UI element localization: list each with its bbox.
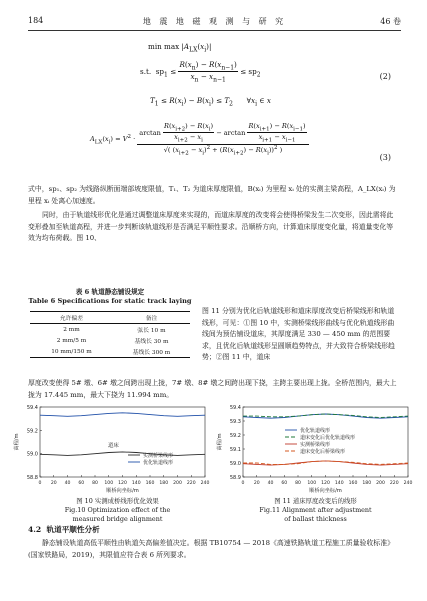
- x-tick-label: 40: [267, 481, 274, 486]
- y-tick-label: 59.2: [26, 428, 38, 435]
- equation-constraint-slope: s.t. $sp_1$ ≤ $\frac{R(x_n) - R(x_{n-1})}{x_n - x_{n-1}}$ ≤ $sp_2$: [140, 60, 261, 84]
- table-cell: 10 mm/150 m: [51, 348, 92, 355]
- x-tick-label: 20: [253, 481, 260, 486]
- x-axis-label: 顺桥向坐标/m: [309, 488, 342, 494]
- y-axis-label: 高程/m: [217, 433, 223, 451]
- figure-11-caption-en-2: of ballast thickness: [284, 515, 347, 523]
- x-tick-label: 180: [159, 481, 169, 486]
- figure-10-caption-cn: 图 10 实测成桥线形优化效果: [76, 497, 159, 505]
- x-tick-label: 200: [376, 481, 385, 486]
- x-tick-label: 240: [200, 481, 210, 486]
- figure-10-chart: [10, 403, 215, 505]
- x-tick-label: 160: [348, 481, 358, 486]
- table-cell: 2 mm/5 m: [56, 337, 87, 344]
- figure-11-chart: [213, 403, 418, 505]
- series-line: [243, 461, 408, 465]
- table-cell: 基线长 30 m: [134, 339, 169, 345]
- legend-label: 实测桥梁线形: [143, 453, 174, 459]
- page-number: 184: [28, 16, 44, 25]
- table-cell: 2 mm: [63, 326, 80, 333]
- chart-annotation: 道床: [108, 443, 119, 449]
- series-line: [40, 452, 205, 456]
- x-tick-label: 120: [118, 481, 127, 486]
- table-cell: 基线长 300 m: [132, 350, 171, 356]
- y-tick-label: 59.3: [229, 419, 241, 425]
- x-tick-label: 0: [241, 481, 245, 486]
- paragraph-section-4-2-text: 静态铺设轨道高低平顺性由轨道矢高偏差值决定。根据 TB10754 — 2018《高速铁路轨道工程施工质量验收标准》(国家铁路局，2019)，其限值应符合表 6 所列要求。: [28, 539, 394, 559]
- equation-centrifugal: $A_{LX}(x_i) = V^2$ · arctan $\frac{R(x_{i+2}) - R(x_i)}{x_{i+2} - x_i}$ − arctan $\frac{R(x_{i+1}) - R(x_{i-1})}{x_{i+1} - x_{i-1}}$ √( $(x_{i+2} - x_i)^2 + (R(x_{i+2}) - R(x_i))^2$ ): [90, 122, 309, 156]
- paragraph-variables: 式中，sp₁、sp₂ 为线路纵断面端部坡度限值，T₁、T₂ 为道床厚度限值，B(xᵢ) 为里程 xᵢ 处的实测主梁高程，A_LX(xᵢ) 为里程 xᵢ 处离心加速度。: [28, 185, 396, 205]
- running-header: [28, 12, 401, 31]
- series-line: [40, 413, 205, 417]
- equation-number-3: (3): [379, 153, 391, 162]
- journal-title: 地 震 地 磁 观 测 与 研 究: [142, 17, 287, 26]
- y-tick-label: 59.0: [229, 461, 241, 467]
- paragraph-section-4-2: [28, 538, 400, 561]
- legend-label: 道床变化后优化轨道线形: [300, 435, 356, 441]
- legend-label: 实测桥梁线形: [300, 442, 331, 448]
- table-6: [30, 311, 190, 358]
- figure-10-caption: [30, 497, 205, 524]
- table-header-cell: 允许偏差: [59, 316, 84, 322]
- x-tick-label: 20: [50, 481, 57, 486]
- paragraph-track-optimization: [28, 210, 400, 245]
- table-row: [30, 335, 190, 346]
- x-tick-label: 140: [334, 481, 344, 486]
- x-tick-label: 100: [104, 481, 114, 486]
- x-tick-label: 0: [38, 481, 42, 486]
- figure-11-caption: [228, 497, 403, 524]
- paragraph-track-optimization-text: 同时，由于轨道线形优化是通过调整道床厚度来实现的，而道床厚度的改变将会使得桥梁发生二次变形，因此需将此变形叠加至轨道高程，并进一步判断该轨道线形是否满足平顺性要求。沿顺桥方向，计算道床厚度变化量，将道量变化等效为均布荷载。图 10、: [28, 211, 394, 243]
- y-tick-label: 59.1: [229, 447, 241, 453]
- y-tick-label: 58.9: [229, 475, 241, 481]
- table-row: [30, 324, 190, 336]
- x-tick-label: 80: [295, 481, 301, 486]
- plot-frame: [40, 407, 205, 477]
- table-cell: 弦长 10 m: [137, 328, 166, 334]
- x-tick-label: 140: [131, 481, 141, 486]
- equation-number-2: (2): [379, 72, 391, 81]
- x-axis-label: 顺桥向坐标/m: [106, 488, 139, 494]
- figure-11-caption-cn: 图 11 道床厚度改变后的线形: [274, 497, 357, 505]
- section-number: 4.2: [28, 525, 42, 534]
- figure-11-caption-en-1: Fig.11 Alignment after adjustment: [259, 506, 372, 514]
- table-6-title-en: Table 6 Specifications for static track laying: [28, 297, 192, 305]
- y-tick-label: 58.8: [26, 475, 38, 481]
- table-header-row: [30, 312, 190, 324]
- y-tick-label: 59.2: [229, 433, 241, 439]
- equation-objective: $\min \max |A_{LX}(x_i)|$: [148, 42, 212, 54]
- table-header-cell: 备注: [145, 316, 158, 322]
- x-tick-label: 60: [281, 481, 288, 486]
- legend-label: 道床变化后桥梁线形: [300, 449, 346, 455]
- x-tick-label: 180: [362, 481, 372, 486]
- x-tick-label: 240: [403, 481, 413, 486]
- x-tick-label: 40: [64, 481, 71, 486]
- y-axis-label: 高程/m: [14, 433, 20, 451]
- x-tick-label: 220: [389, 481, 399, 486]
- legend-label: 优化轨道线形: [143, 460, 174, 466]
- x-tick-label: 80: [92, 481, 98, 486]
- y-tick-label: 59.0: [26, 451, 38, 458]
- paragraph-figure-discussion: 图 11 分别为优化后轨道线形和道床厚度改变后桥梁线形和轨道线形，可见：①图 10 中，实测桥梁线形曲线与优化轨道线形曲线间为预估铺设道床，其厚度满足 330 — 450 mm 的范围要求，且优化后轨道线形呈圆顺趋势特点，并大致符合桥梁线形趋势；②图 11 中，道床: [202, 307, 395, 362]
- series-line: [243, 414, 408, 418]
- equation-constraint-thickness: $T_1 \le R(x_i) - B(x_i) \le T_2$ $\forall x_i$ ∈ x: [150, 96, 271, 108]
- section-heading: [28, 524, 100, 535]
- x-tick-label: 160: [145, 481, 155, 486]
- figure-10-caption-en-1: Fig.10 Optimization effect of the: [64, 506, 171, 514]
- paragraph-deflection-results: 厚度改变使得 5# 墩、6# 墩之间跨出现上拢，7# 墩、8# 墩之间跨出现下挠，主跨主要出现上拢。全桥范围内，最大上拢为 17.445 mm，最大下挠为 11.994 mm。: [28, 379, 397, 399]
- y-tick-label: 59.4: [229, 405, 241, 411]
- y-tick-label: 59.4: [26, 405, 38, 411]
- x-tick-label: 200: [173, 481, 182, 486]
- volume-label: 46 卷: [380, 17, 401, 26]
- x-tick-label: 60: [78, 481, 85, 486]
- x-tick-label: 100: [307, 481, 317, 486]
- figure-10-caption-en-2: measured bridge alignment: [72, 515, 163, 523]
- legend-label: 优化轨道线形: [300, 428, 331, 434]
- table-6-title-cn: 表 6 轨道静态铺设规定: [75, 288, 145, 296]
- x-tick-label: 220: [186, 481, 196, 486]
- x-tick-label: 120: [321, 481, 330, 486]
- section-title: 轨道平顺性分析: [46, 525, 100, 534]
- table-row: [30, 346, 190, 358]
